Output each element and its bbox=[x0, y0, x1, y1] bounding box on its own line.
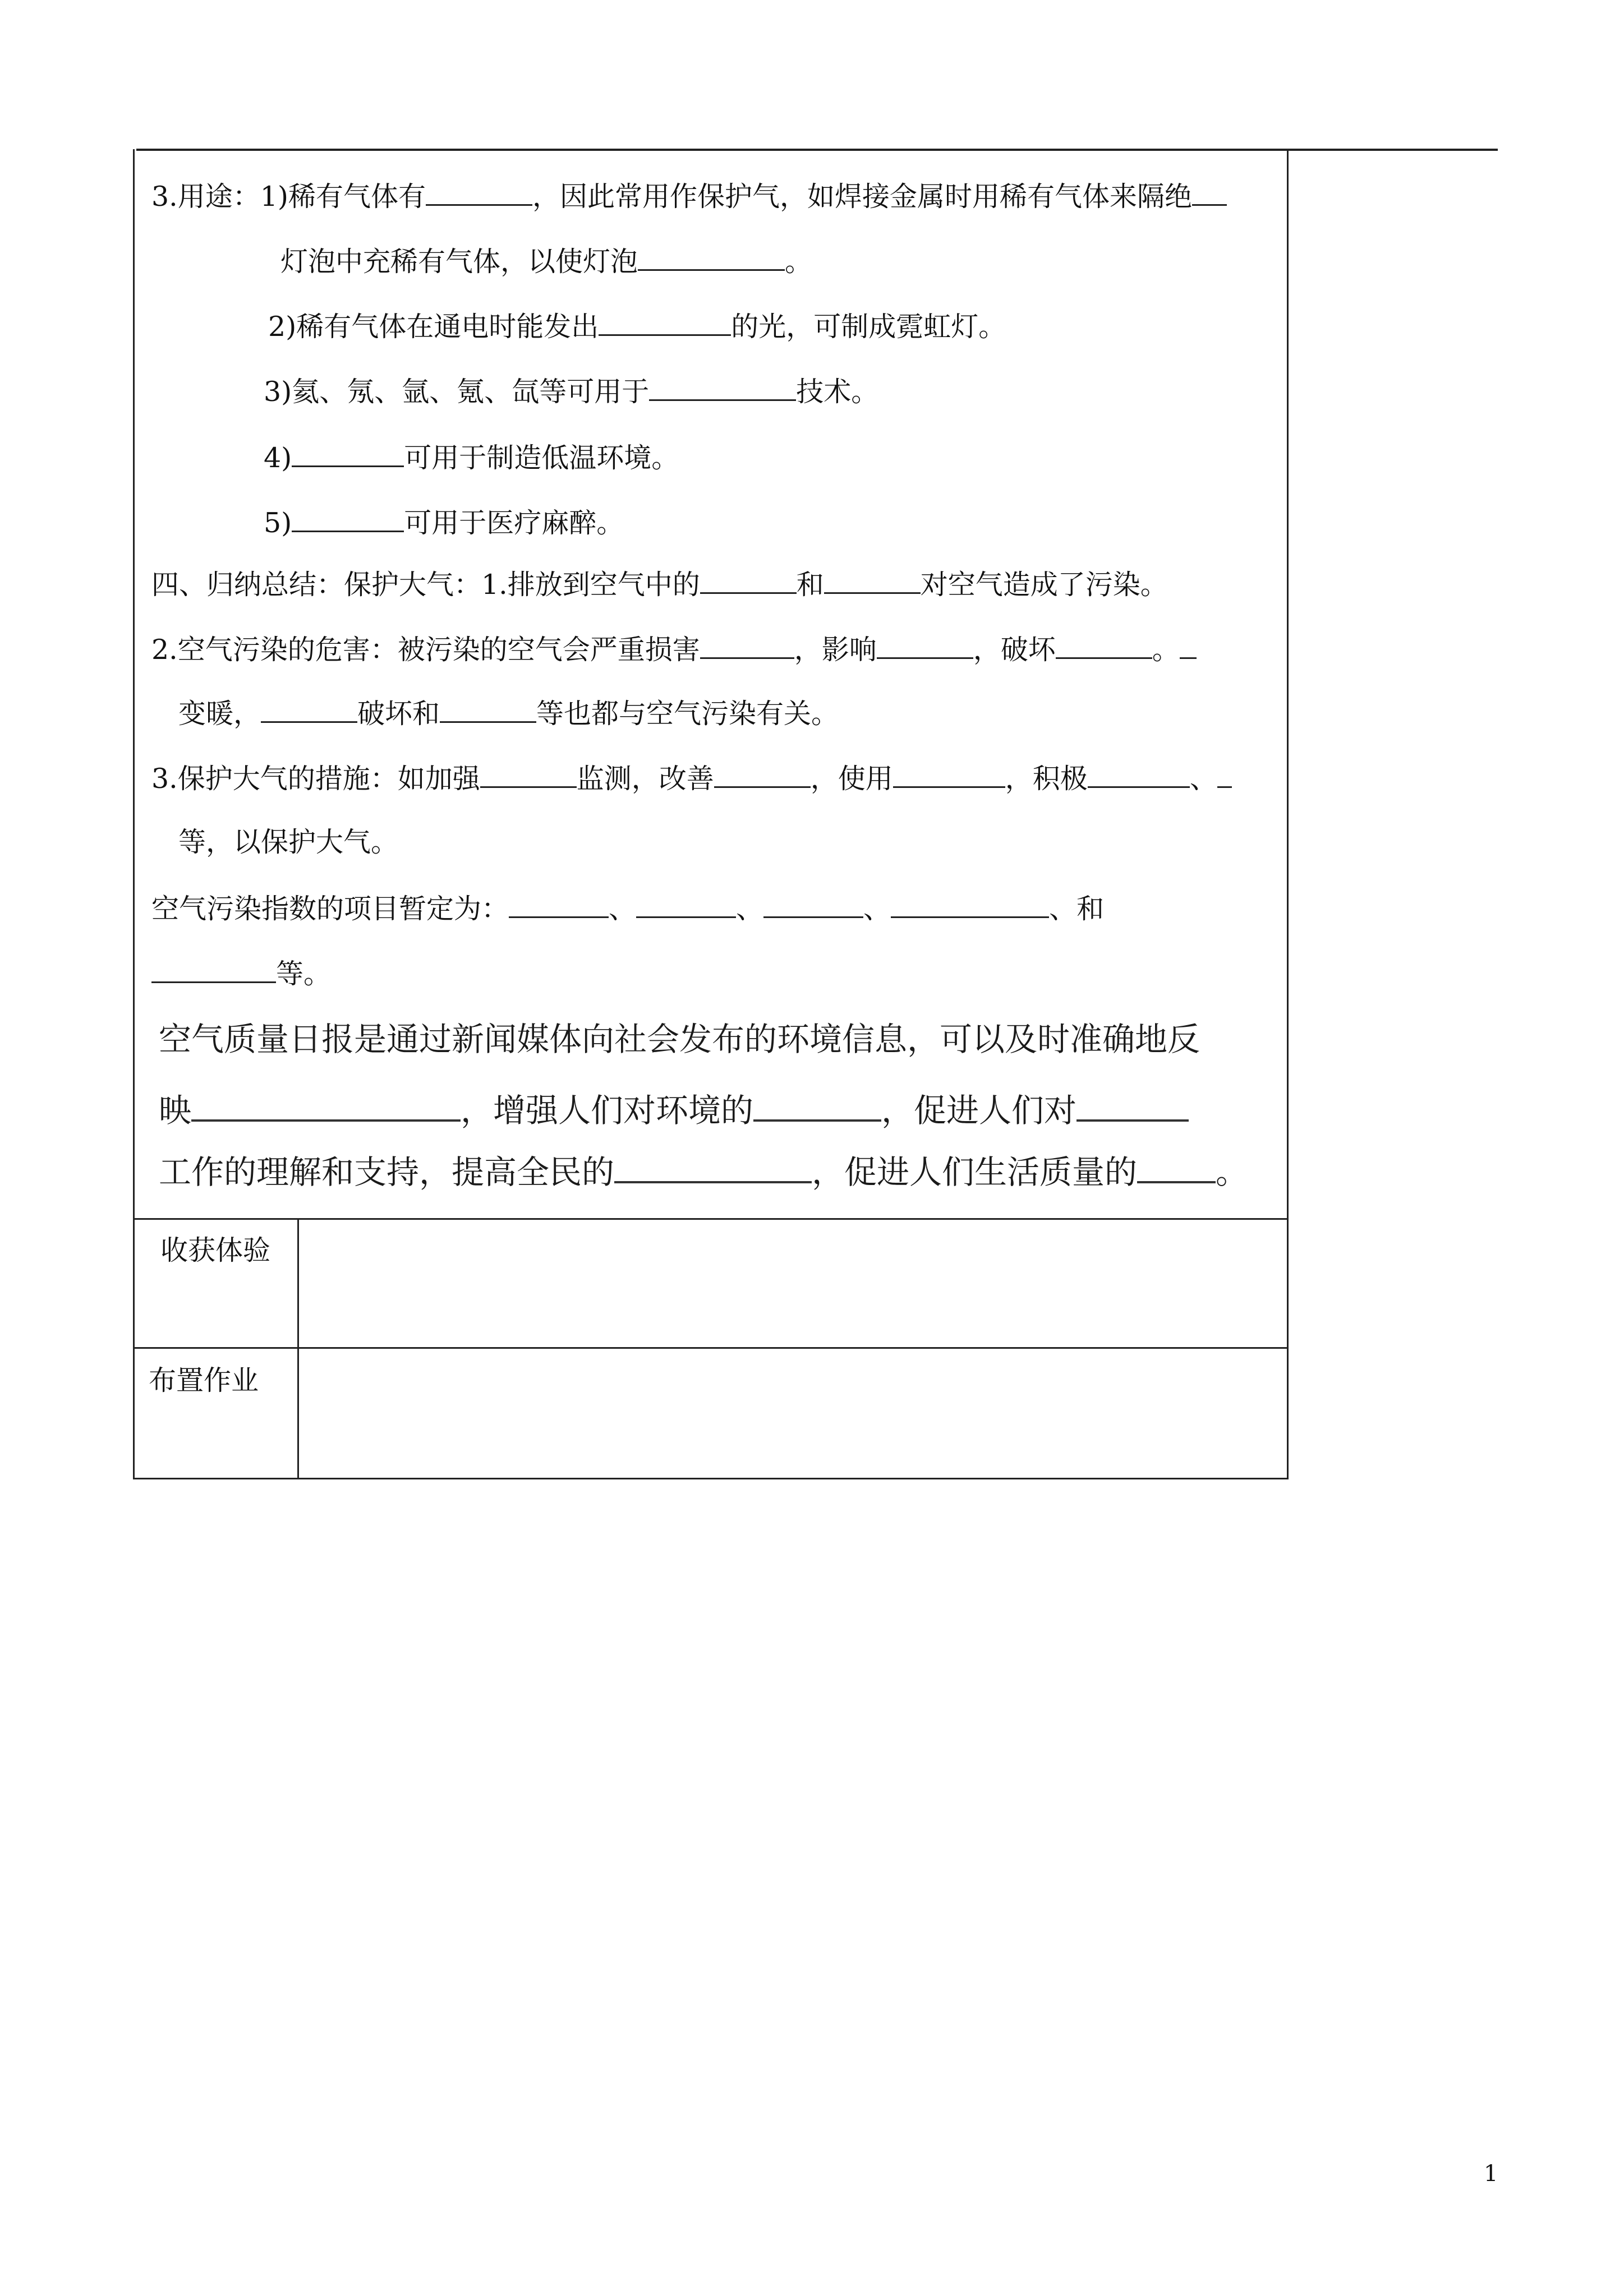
blank[interactable] bbox=[1137, 1150, 1216, 1183]
summary-line-4-suffix: 、 bbox=[1189, 763, 1217, 795]
report-line-2-mid2: ，促进人们对 bbox=[881, 1091, 1077, 1129]
blank[interactable] bbox=[1056, 631, 1152, 659]
blank[interactable] bbox=[649, 374, 796, 401]
blank[interactable] bbox=[191, 1088, 461, 1122]
report-line-3-prefix: 工作的理解和支持，提高全民的 bbox=[159, 1153, 615, 1191]
uses-line-6 bbox=[264, 505, 624, 540]
summary-line-1-and: 和 bbox=[796, 569, 824, 601]
homework-label: 布置作业 bbox=[149, 1364, 259, 1396]
summary-line-4-mid1: 监测，改善 bbox=[576, 763, 714, 795]
blank[interactable] bbox=[700, 566, 797, 594]
blank[interactable] bbox=[292, 440, 404, 467]
uses-line-4 bbox=[264, 374, 878, 409]
summary-line-7-suffix: 等。 bbox=[276, 958, 332, 990]
uses-line-4-suffix: 技术。 bbox=[796, 376, 879, 408]
table-divider-homework bbox=[133, 1347, 1289, 1349]
uses-line-4-prefix: 3)氦、氖、氩、氪、氙等可用于 bbox=[264, 376, 650, 408]
summary-line-5-text: 等，以保护大气。 bbox=[178, 826, 399, 858]
uses-line-3-prefix: 2)稀有气体在通电时能发出 bbox=[268, 311, 599, 343]
blank[interactable] bbox=[753, 1088, 881, 1122]
summary-line-3-mid: 破坏和 bbox=[357, 698, 440, 730]
summary-line-4-mid3: ，积极 bbox=[1005, 763, 1088, 795]
summary-line-7 bbox=[151, 956, 331, 991]
blank[interactable] bbox=[480, 760, 577, 788]
report-line-3 bbox=[159, 1150, 1248, 1192]
report-line-1 bbox=[159, 1020, 1200, 1059]
blank[interactable] bbox=[763, 891, 863, 918]
blank[interactable] bbox=[151, 956, 276, 983]
gain-label: 收获体验 bbox=[160, 1234, 271, 1266]
summary-line-2 bbox=[151, 631, 1197, 667]
uses-line-2-suffix: 。 bbox=[785, 246, 813, 278]
uses-line-3-suffix: 的光，可制成霓虹灯。 bbox=[731, 311, 1006, 343]
summary-line-6-prefix: 空气污染指数的项目暂定为： bbox=[151, 893, 509, 925]
uses-line-2 bbox=[280, 243, 812, 279]
report-line-3-mid: ，促进人们生活质量的 bbox=[812, 1153, 1138, 1191]
summary-line-6-sep: 、 bbox=[736, 893, 764, 925]
summary-line-4-mid2: ，使用 bbox=[810, 763, 893, 795]
summary-line-5 bbox=[178, 826, 398, 859]
uses-line-2-prefix: 灯泡中充稀有气体，以使灯泡 bbox=[280, 246, 638, 278]
summary-line-1 bbox=[151, 566, 1168, 602]
report-line-2-prefix: 映 bbox=[159, 1091, 192, 1129]
blank[interactable] bbox=[891, 891, 1049, 918]
summary-line-6-sep: 、 bbox=[609, 893, 637, 925]
page-number: 1 bbox=[1484, 2161, 1498, 2187]
summary-line-3-suffix: 等也都与空气污染有关。 bbox=[536, 698, 839, 730]
uses-line-1-prefix: 3.用途：1)稀有气体有 bbox=[151, 181, 426, 213]
uses-line-5 bbox=[264, 440, 679, 475]
summary-line-6-sep: 、 bbox=[863, 893, 891, 925]
blank[interactable] bbox=[824, 566, 921, 594]
uses-line-5-suffix: 可用于制造低温环境。 bbox=[404, 442, 679, 474]
uses-line-6-prefix: 5) bbox=[264, 507, 292, 539]
blank[interactable] bbox=[440, 695, 536, 723]
report-line-2-mid: ，增强人们对环境的 bbox=[461, 1091, 754, 1129]
summary-line-1-suffix: 对空气造成了污染。 bbox=[920, 569, 1168, 601]
uses-line-1-mid: ，因此常用作保护气，如焊接金属时用稀有气体来隔绝 bbox=[532, 181, 1193, 213]
summary-line-4 bbox=[151, 760, 1232, 796]
worksheet-table bbox=[133, 149, 1289, 1479]
blank[interactable] bbox=[614, 1150, 812, 1183]
blank[interactable] bbox=[509, 891, 609, 918]
summary-line-6-and: 、和 bbox=[1049, 893, 1105, 925]
report-line-3-suffix: 。 bbox=[1216, 1153, 1249, 1191]
uses-line-3 bbox=[268, 308, 1006, 344]
blank[interactable] bbox=[893, 760, 1005, 788]
blank[interactable] bbox=[599, 308, 731, 336]
blank[interactable] bbox=[636, 891, 736, 918]
blank[interactable] bbox=[1076, 1088, 1189, 1122]
blank[interactable] bbox=[1217, 760, 1232, 788]
report-line-2 bbox=[159, 1088, 1189, 1130]
summary-line-6 bbox=[151, 891, 1104, 926]
summary-line-3 bbox=[178, 695, 839, 731]
uses-line-5-prefix: 4) bbox=[264, 442, 292, 474]
summary-line-4-prefix: 3.保护大气的措施：如加强 bbox=[151, 763, 480, 795]
table-divider-gain bbox=[133, 1218, 1289, 1220]
blank[interactable] bbox=[261, 695, 357, 723]
summary-line-3-prefix: 变暖， bbox=[178, 698, 261, 730]
summary-line-2-suffix: 。 bbox=[1152, 634, 1180, 666]
uses-line-1 bbox=[151, 178, 1227, 214]
blank[interactable] bbox=[700, 631, 794, 659]
table-column-divider bbox=[297, 1218, 299, 1479]
blank[interactable] bbox=[714, 760, 811, 788]
blank[interactable] bbox=[638, 243, 785, 271]
blank[interactable] bbox=[426, 178, 532, 206]
summary-line-2-mid2: ，破坏 bbox=[973, 634, 1056, 666]
blank[interactable] bbox=[1180, 631, 1197, 659]
blank[interactable] bbox=[1088, 760, 1190, 788]
summary-line-2-mid1: ，影响 bbox=[794, 634, 877, 666]
report-line-1-text: 空气质量日报是通过新闻媒体向社会发布的环境信息，可以及时准确地反 bbox=[159, 1020, 1200, 1058]
summary-line-2-prefix: 2.空气污染的危害：被污染的空气会严重损害 bbox=[151, 634, 700, 666]
blank[interactable] bbox=[1192, 178, 1227, 206]
uses-line-6-suffix: 可用于医疗麻醉。 bbox=[404, 507, 624, 539]
summary-line-1-prefix: 四、归纳总结：保护大气：1.排放到空气中的 bbox=[151, 569, 700, 601]
blank[interactable] bbox=[877, 631, 973, 659]
blank[interactable] bbox=[292, 505, 404, 532]
